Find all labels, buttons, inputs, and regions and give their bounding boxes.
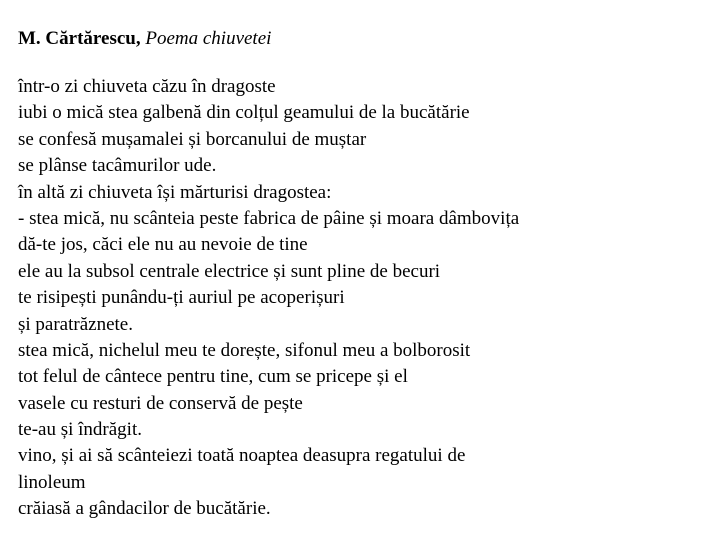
poem-line: linoleum	[18, 471, 86, 493]
poem-line: dă-te jos, căci ele nu au nevoie de tine	[18, 234, 308, 256]
poem-line: se plânse tacâmurilor ude.	[18, 155, 217, 177]
poem-line: într-o zi chiuveta căzu în dragoste	[18, 76, 276, 97]
poem-line: crăiasă a gândacilor de bucătărie.	[18, 498, 271, 520]
poem-line: te risipești punându-ți auriul pe acoperișuri	[18, 287, 345, 309]
poem-line: vasele cu resturi de conservă de pește	[18, 392, 303, 414]
poem-line: te-au și îndrăgit.	[18, 419, 142, 441]
poem-line: vino, și ai să scânteiezi toată noaptea deasupra regatului de	[18, 445, 466, 467]
poem-line: și paratrăznete.	[18, 313, 133, 335]
poem-line: în altă zi chiuveta își mărturisi dragostea:	[18, 181, 332, 203]
document-page	[18, 26, 708, 523]
poem-line: ele au la subsol centrale electrice și sunt pline de becuri	[18, 260, 441, 282]
poem-title: Poema chiuvetei	[145, 28, 272, 49]
poem-line: tot felul de cântece pentru tine, cum se pricepe și el	[18, 366, 408, 388]
poem-heading	[18, 26, 708, 52]
poem-line: - stea mică, nu scânteia peste fabrica de pâine și moara dâmbovița	[18, 207, 520, 229]
poem-body	[18, 74, 708, 523]
author-name: M. Cărtărescu,	[18, 28, 141, 49]
poem-line: stea mică, nichelul meu te dorește, sifonul meu a bolborosit	[18, 339, 471, 361]
poem-line: iubi o mică stea galbenă din colțul geamului de la bucătărie	[18, 102, 470, 124]
poem-line: se confesă mușamalei și borcanului de muștar	[18, 128, 367, 150]
